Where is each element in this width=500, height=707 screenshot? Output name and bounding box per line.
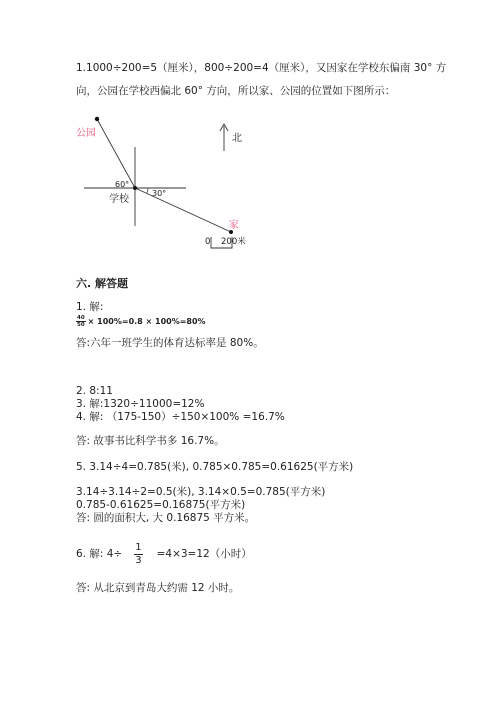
park-line [97, 119, 135, 188]
q1-solution [76, 300, 206, 326]
q6-answer: 答: 从北京到青岛大约需 12 小时。 [76, 582, 240, 594]
q1-fraction [76, 315, 86, 328]
intro-line-2: 向，公园在学校西偏北 60° 方向，所以家、公园的位置如下图所示： [76, 85, 396, 97]
q6-expression: =4×3=12（小时） [156, 548, 252, 560]
q1-prefix: 1. 解: [76, 301, 104, 313]
park-label: 公园 [76, 128, 96, 139]
q6-prefix: 6. 解: 4÷ [76, 548, 123, 560]
q5-line-2: 3.14÷3.14÷2=0.5(米), 3.14×0.5=0.785(平方米) [76, 486, 326, 498]
q6-fraction [134, 542, 142, 567]
q2-text: 2. 8:11 [76, 385, 113, 397]
q4-text: 4. 解: （175-150）÷150×100% =16.7% [76, 411, 285, 423]
q6-fraction-numerator: 1 [135, 541, 142, 553]
angle-30-label: 30° [152, 189, 167, 198]
scale-zero-label: 0 [205, 237, 211, 247]
intro-line-1: 1.1000÷200=5（厘米），800÷200=4（厘米），又因家在学校东偏南 30° 方 [76, 62, 447, 74]
q6-fraction-denominator: 3 [135, 554, 142, 566]
scale-value-label: 200米 [221, 237, 246, 247]
q5-line-1: 5. 3.14÷4=0.785(米), 0.785×0.785=0.61625(平方米) [76, 461, 354, 473]
q1-fraction-numerator: 40 [77, 314, 85, 321]
q1-fraction-denominator: 50 [77, 321, 85, 328]
q5-answer: 答: 圆的面积大, 大 0.16875 平方米。 [76, 512, 256, 524]
q3-text: 3. 解:1320÷11000=12% [76, 398, 205, 410]
home-label: 家 [229, 220, 239, 231]
angle-60-label: 60° [115, 180, 130, 189]
north-label: 北 [232, 133, 242, 144]
home-line [135, 188, 231, 232]
school-label: 学校 [109, 194, 129, 205]
park-point [95, 117, 99, 121]
q5-line-3: 0.785-0.61625=0.16875(平方米) [76, 499, 246, 511]
q4-answer: 答: 故事书比科学书多 16.7%。 [76, 435, 225, 447]
section-title: 六. 解答题 [76, 277, 129, 290]
q1-expression: × 100%=0.8 × 100%=80% [87, 317, 206, 326]
angle-30-arc [147, 188, 148, 193]
school-point [133, 186, 137, 190]
q6-solution [76, 540, 252, 568]
q1-answer: 答:六年一班学生的体育达标率是 80%。 [76, 337, 264, 349]
